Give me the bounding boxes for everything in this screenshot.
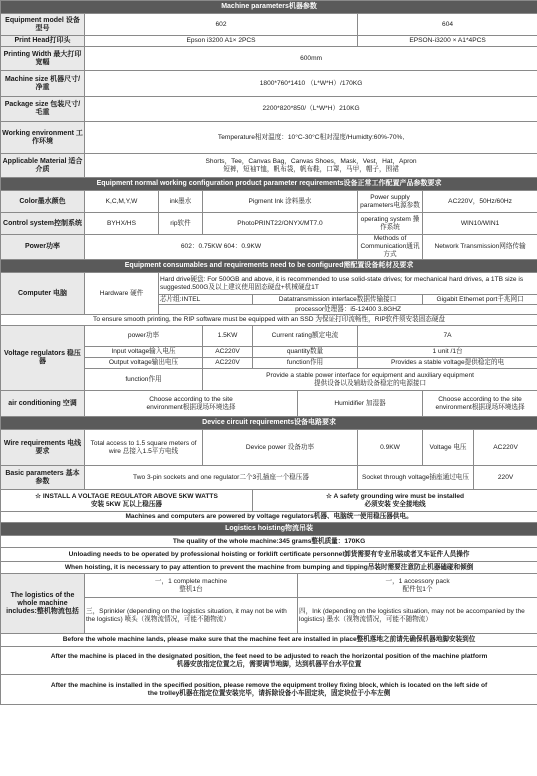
section-header-logistics: Logistics hoisting物流吊装 [1, 523, 537, 536]
color-value: K,C,M,Y,W [85, 191, 159, 213]
function-2-en: Provide a stable power interface for equipment and auxiliary equipment [266, 371, 474, 379]
warning-grounding [253, 490, 537, 512]
quantity-value: 1 unit /1台 [358, 347, 537, 358]
label-rip: rip软件 [159, 213, 203, 235]
warning-grounding-en: ☆ A safety grounding wire must be installed [326, 492, 465, 500]
data-transmission-interface: Datatransmission interface数据传输接口 [253, 295, 423, 305]
operating-system-value: WIN10/WIN1 [423, 213, 537, 235]
ethernet-port: Gigabit Ethernet port千兆网口 [423, 295, 537, 305]
warning-grounding-cn: 必须安装 安全接地线 [364, 500, 426, 508]
logistics-hoisting: When hoisting, it is necessary to pay attention to prevent the machine from bumping and tipping吊装时需要注意防止机器磕碰和倾倒 [1, 562, 537, 574]
label-logistics-includes: The logistics of the whole machine includes:整机物流包括 [1, 574, 85, 634]
air-conditioning-cn: environment根据现场环境选择 [146, 403, 236, 411]
power-value: 602：0.75KW 604：0.9KW [85, 235, 358, 260]
logistics-placement [1, 647, 537, 675]
voltage-value: AC220V [474, 430, 537, 466]
package-size-value: 2200*820*850/（L*W*H）210KG [85, 97, 537, 122]
warning-regulator-en: ☆ INSTALL A VOLTAGE REGULATOR ABOVE 5KW WATTS [35, 492, 218, 500]
label-power: Power功率 [1, 235, 85, 260]
working-environment-value: Temperature相对温度：10°C-30°C相对湿度/Humidty:60%-70%, [85, 122, 537, 154]
warning-regulator-cn: 安装 5KW 瓦以上稳压器 [90, 500, 163, 508]
basic-parameters-value: Two 3-pin sockets and one regulator二个3孔插座一个稳压器 [85, 466, 358, 490]
label-voltage: Voltage 电压 [423, 430, 474, 466]
logistics-item-1 [85, 574, 298, 598]
logistics-item-2-en: 一，1 accessory pack [385, 577, 450, 585]
logistics-item-4: 四，Ink (depending on the logistics situation, may not be accompanied by the logistics) 墨水（视物流情况，可能不随物流） [298, 598, 537, 634]
label-communication: Methods of Communication通讯方式 [358, 235, 423, 260]
logistics-placement-cn: 机器安放指定位置之后，需要调节地脚，达到机器平台水平位置 [176, 660, 362, 668]
humidifier-value [423, 391, 537, 417]
humidifier-cn: environment根据现场环境选择 [435, 403, 525, 411]
current-rating-value: 7A [358, 326, 537, 347]
warning-regulator [1, 490, 253, 512]
section-header-consumables: Equipment consumables and requirements need to be configured需配置设备耗材及要求 [1, 260, 537, 273]
power-supply-value: AC220V，50Hz/60Hz [423, 191, 537, 213]
label-equipment-model: Equipment model 设备型号 [1, 14, 85, 36]
label-basic-parameters: Basic parameters 基本参数 [1, 466, 85, 490]
section-header-configuration: Equipment normal working configuration product parameter requirements设备正常工作配置产品参数要求 [1, 178, 537, 191]
label-regulator-function: function作用 [253, 358, 358, 369]
machine-size-value: 1800*760*1410 （L*W*H）/170KG [85, 71, 537, 97]
ink-value: Pigment Ink 涂料墨水 [203, 191, 358, 213]
air-conditioning-value [85, 391, 298, 417]
logistics-trolley-cn: the trolley机器在指定位置安装完毕，请拆除设备小车固定块，固定块位于小车左侧 [147, 689, 391, 697]
label-air-conditioning: air conditioning 空调 [1, 391, 85, 417]
logistics-item-2-cn: 配件包1个 [402, 585, 433, 593]
print-head-602: Epson i3200 A1× 2PCS [85, 36, 358, 47]
computer-ssd-note: To ensure smooth printing, the RIP software must be equipped with an SSD 为保证打印流畅性，RIP软件须安装固态硬盘 [1, 315, 537, 326]
label-power-supply: Power supply parameters电源参数 [358, 191, 423, 213]
logistics-item-2 [298, 574, 537, 598]
label-print-head: Print Head打印头 [1, 36, 85, 47]
warning-power-note: Machines and computers are powered by voltage regulators机器、电脑统一使用稳压器供电。 [1, 512, 537, 523]
label-current-rating: Current rating额定电流 [253, 326, 358, 347]
label-applicable-material: Applicable Material 适合介质 [1, 154, 85, 178]
label-package-size: Package size 包装尺寸/毛重 [1, 97, 85, 122]
label-function-2: function作用 [85, 369, 203, 391]
label-humidifier: Humidifier 加湿器 [298, 391, 423, 417]
label-working-environment: Working environment 工作环境 [1, 122, 85, 154]
applicable-material-value [85, 154, 537, 178]
print-head-604: EPSON-i3200 × A1*4PCS [358, 36, 537, 47]
logistics-item-1-cn: 整机1台 [179, 585, 203, 593]
logistics-item-1-en: 一，1 complete machine [154, 577, 228, 585]
rip-value: PhotoPRINT22/ONYX/MT7.0 [203, 213, 358, 235]
regulator-power-value: 1.5KW [203, 326, 253, 347]
printing-width-value: 600mm [85, 47, 537, 71]
logistics-item-3: 三，Sprinkler (depending on the logistics situation, it may not be with the logistics) 喷头（视物流情况，可能不随物流） [85, 598, 298, 634]
label-computer: Computer 电脑 [1, 273, 85, 315]
label-output-voltage: Output voltage输出电压 [85, 358, 203, 369]
communication-value: Network Transmission网络传输 [423, 235, 537, 260]
function-2-cn: 提供设备以及辅助设备稳定的电源接口 [314, 379, 427, 387]
label-machine-size: Machine size 机器尺寸/净重 [1, 71, 85, 97]
section-header-circuit: Device circuit requirements设备电路要求 [1, 417, 537, 430]
model-602: 602 [85, 14, 358, 36]
processor-spec: processor处理器：i5-12400 3.8GHZ [159, 305, 537, 315]
input-voltage-value: AC220V [203, 347, 253, 358]
label-color: Color墨水颜色 [1, 191, 85, 213]
chipset-spec: 芯片组:INTEL [159, 295, 253, 305]
function-2-value [203, 369, 537, 391]
logistics-trolley [1, 675, 537, 705]
label-hardware: Hardware 硬件 [85, 273, 159, 315]
logistics-unloading: Unloading needs to be operated by professional hoisting or forklift certificate personnel卸货需要有专业吊装或者叉车证件人员操作 [1, 548, 537, 562]
logistics-quality: The quality of the whole machine:345 grams整机质量：170KG [1, 536, 537, 548]
label-printing-width: Printing Width 最大打印宽幅 [1, 47, 85, 71]
hard-drive-spec: Hard drive硬盘: For 500GB and above, it is recommended to use solid-state drives; for mechanical hard drives, a 1TB size is suggested.500G及以上建议使用固态硬盘+机械硬盘1T [159, 273, 537, 295]
applicable-material-cn: 短裤，短袖T恤，帆布袋，帆布鞋，口罩，马甲，帽子，围裙 [223, 165, 399, 173]
socket-voltage-value: 220V [474, 466, 537, 490]
label-ink: ink墨水 [159, 191, 203, 213]
label-operating-system: operating system 操作系统 [358, 213, 423, 235]
label-input-voltage: Input voltage输入电压 [85, 347, 203, 358]
label-device-power: Device power 设备功率 [203, 430, 358, 466]
device-power-value: 0.9KW [358, 430, 423, 466]
output-voltage-value: AC220V [203, 358, 253, 369]
regulator-function-value: Provides a stable voltage提供稳定的电 [358, 358, 537, 369]
section-header-machine-parameters: Machine parameters机器参数 [1, 1, 537, 14]
label-wire-requirements: Wire requirements 电线要求 [1, 430, 85, 466]
label-control-system: Control system控制系统 [1, 213, 85, 235]
logistics-landing: Before the whole machine lands, please make sure that the machine feet are installed in place整机落地之前请先确保机器地脚安装到位 [1, 634, 537, 647]
humidifier-en: Choose according to the site [438, 395, 522, 403]
model-604: 604 [358, 14, 537, 36]
air-conditioning-en: Choose according to the site [149, 395, 233, 403]
wire-requirements-value: Total access to 1.5 square meters of wire 总接入1.5平方电线 [85, 430, 203, 466]
label-regulator-power: power功率 [85, 326, 203, 347]
control-system-value: BYHX/HS [85, 213, 159, 235]
label-quantity: quantity数量 [253, 347, 358, 358]
logistics-placement-en: After the machine is placed in the designated position, the feet need to be adjusted to reach the horizontal position of the machine platform [50, 652, 488, 660]
label-voltage-regulators: Voltage regulators 稳压器 [1, 326, 85, 391]
label-socket-voltage: Socket through voltage插座通过电压 [358, 466, 474, 490]
logistics-trolley-en: After the machine is installed in the specified position, please remove the equipment trolley fixing block, which is located on the left side of [50, 681, 488, 689]
applicable-material-en: Shorts，Tee，Canvas Bag，Canvas Shoes，Mask，Vest，Hat，Apron [205, 157, 417, 165]
